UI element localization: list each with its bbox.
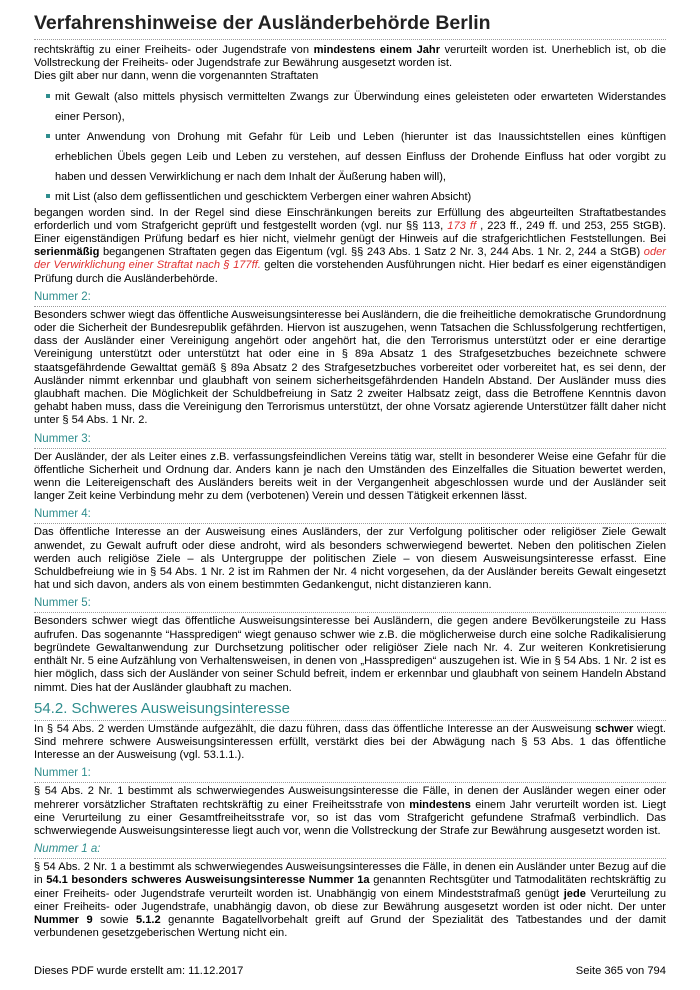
page-title: Verfahrenshinweise der Ausländerbehörde Berlin (34, 10, 666, 40)
list-item: mit Gewalt (also mittels physisch vermittelten Zwangs zur Überwindung eines geleisteten oder erwarteten Widerstandes einer Person), (46, 87, 666, 127)
list-item: unter Anwendung von Drohung mit Gefahr für Leib und Leben (hierunter ist das Inaussichtstellen eines künftigen erheblichen Übels gegen Leib und Leben zu verstehen, auf dessen Einfluss der Drohende Einfluss hat oder vorgibt zu haben und dessen Verwirklichung er nach dem Inhalt der Äußerung haben will), (46, 127, 666, 187)
heading-nummer-2: Nummer 2: (34, 290, 666, 307)
intro-paragraph: rechtskräftig zu einer Freiheits- oder Jugendstrafe von mindestens einem Jahr verurteilt worden ist. Unerheblich ist, ob die Vollstreckung der Freiheits- oder Jugendstrafe zur Bewährung ausgesetzt worden ist. (34, 44, 666, 70)
list-item: mit List (also dem geflissentlichen und geschicktem Verbergen einer wahren Absicht) (46, 187, 666, 207)
text-nummer-5: Besonders schwer wiegt das öffentliche Ausweisungsinteresse bei Ausländern, die gegen andere Bevölkerungsteile zu Hass aufrufen. Das sogenannte “Hasspredigen“ wiegt genauso schwer wie z.B. die möglicherweise durch eine solche Radikalisierung begründete Gewaltanwendung zur Durchsetzung politischer oder religiöser Ziele nach Nr. 4. Zur weiteren Konkretisierung enthält Nr. 5 eine Aufzählung von Verhaltensweisen, in denen von „Hasspredigen“ auszugehen ist. Wie in § 54 Abs. 1 Nr. 2 ist es hier möglich, dass sich der Ausländer von seiner Schuld befreit, indem er erkennbar und glaubhaft von seinem Handeln Abstand nimmt. Dies hat der Ausländer glaubhaft zu machen. (34, 615, 666, 694)
page-footer (34, 965, 666, 977)
intro-condition: Dies gilt aber nur dann, wenn die vorgenannten Straftaten (34, 70, 319, 83)
heading-nummer-4: Nummer 4: (34, 507, 666, 524)
heading-nummer-3: Nummer 3: (34, 432, 666, 449)
heading-54-2-nummer-1a: Nummer 1 a: (34, 842, 666, 859)
heading-nummer-5: Nummer 5: (34, 596, 666, 613)
amendment-note: oder der Verwirklichung einer Straftat nach § 177ff. (34, 246, 666, 272)
heading-54-2-nummer-1: Nummer 1: (34, 766, 666, 783)
text-54-2-nummer-1: § 54 Abs. 2 Nr. 1 bestimmt als schwerwiegendes Ausweisungsinteresse die Fälle, in denen der Ausländer wegen einer oder mehrerer vorsätzlicher Straftaten rechtskräftig zu einer Freiheitsstrafe von mindestens einem Jahr verurteilt worden ist. Liegt eine Verurteilung zu einer Gesamtfreiheitsstrafe vor, so ist das vom Strafgericht gefundene Strafmaß verbindlich. Das schwerwiegende Ausweisungsinteresse liegt auch vor, wenn die Vollstreckung der Strafe zur Bewährung ausgesetzt worden ist. (34, 785, 666, 837)
bullet-list (34, 87, 666, 207)
text-54-2-nummer-1a: § 54 Abs. 2 Nr. 1 a bestimmt als schwerwiegendes Ausweisungsinteresses die Fälle, in denen ein Ausländer unter Bezug auf die in 54.1 besonders schweres Ausweisungsinteresse Nummer 1a genannten Rechtsgüter und Tatmodalitäten rechtskräftig zu einer Freiheits- oder Jugendstrafe verurteilt worden ist. Unabhängig von einem Mindeststrafmaß genügt jede Verurteilung zu einer Freiheits- oder Jugendstrafe, unabhängig davon, ob diese zur Bewährung ausgesetzt worden ist oder nicht. Der unter Nummer 9 sowie 5.1.2 genannte Bagatellvorbehalt greift auf Grund der Spezialität des Tatbestandes und der damit verbundenen gesetzgeberischen Wertung nicht ein. (34, 861, 666, 940)
created-date: Dieses PDF wurde erstellt am: 11.12.2017 (34, 965, 244, 977)
text-nummer-4: Das öffentliche Interesse an der Ausweisung eines Ausländers, der zur Verfolgung politischer oder religiöser Ziele Gewalt anwendet, zu Gewalt aufruft oder diese androht, wird als besonders schwerwiegend bewertet. Neben den politischen Zielen werden auch religiöse Ziele – als Untergruppe der politischen Ziele – von diesem Ausweisungsinteresse erfasst. Eine Schuldbefreiung wie in § 54 Abs. 1 Nr. 2 ist im Rahmen der Nr. 4 nicht vorgesehen, da der Ausländer bereits Gewalt eingesetzt hat und sich davon, anders als von einem bestimmten Gedankengut, nicht distanzieren kann. (34, 526, 666, 592)
section-heading-54-2: 54.2. Schweres Ausweisungsinteresse (34, 700, 666, 721)
text-nummer-3: Der Ausländer, der als Leiter eines z.B. verfassungsfeindlichen Vereins tätig war, stellt in besonderer Weise eine Gefahr für die öffentliche Sicherheit und Ordnung dar. Anders kann je nach den Umständen des Einzelfalles die Situation bewertet werden, wenn die Leitereigenschaft des Ausländers bereits weit in der Vergangenheit abgeschlossen wurde und der Ausländer seit langer Zeit keine Verbindung mehr zu dem (verbotenen) Verein und dessen Tätigkeit erkennen lässt. (34, 450, 666, 503)
page-number: Seite 365 von 794 (575, 965, 666, 977)
text-nummer-2: Besonders schwer wiegt das öffentliche Ausweisungsinteresse bei Ausländern, die die freiheitliche demokratische Grundordnung oder die Sicherheit der Bundesrepublik gefährden. Hiervon ist auszugehen, wenn Tatsachen die Schlussfolgerung rechtfertigen, dass der Ausländer einer Vereinigung angehört oder angehört hat, die den Terrorismus unterstützt oder er eine derartige Vereinigung unterstützt oder unterstützt hat oder eine in § 89a Absatz 1 des Strafgesetzbuches bezeichnete schwere staatsgefährdende Gewalttat gemäß § 89a Absatz 2 des Strafgesetzbuches vorbereitet oder vorbereitet hat, es sei denn, der Ausländer nimmt erkennbar und glaubhaft von seinem sicherheitsgefährdenden Handeln Abstand. Der Ausländer muss dies glaubhaft machen. Die Möglichkeit der Schuldbefreiung in Satz 2 zweiter Halbsatz zeigt, dass die Betroffene Kenntnis davon gehabt haben muss, dass die Vereinigung den Terrorismus unterstützt, der ohne Vorsatz agierende Unterstützer fällt daher nicht unter § 54 Abs. 1 Nr. 2. (34, 308, 666, 427)
link-173ff[interactable]: 173 ff (447, 219, 477, 232)
after-bullets-paragraph: begangen worden sind. In der Regel sind diese Einschränkungen bereits zur Erfüllung des abgeurteilten Straftatbestandes erforderlich und vom Strafgericht geprüft und festgestellt worden (vgl. nur §§ 113, 173 ff , 223 ff., 249 ff. und 253, 255 StGB). Einer eigenständigen Prüfung bedarf es hier nicht, vielmehr genügt der Hinweis auf die strafgerichtlichen Feststellungen. Bei serienmäßig begangenen Straftaten gegen das Eigentum (vgl. §§ 243 Abs. 1 Satz 2 Nr. 3, 244 Abs. 1 Nr. 2, 244 a StGB) oder der Verwirklichung einer Straftat nach § 177ff. gelten die vorstehenden Ausführungen nicht. Hier bedarf es einer eigenständigen Prüfung durch die Ausländerbehörde. (34, 206, 666, 285)
page (34, 10, 666, 940)
section-54-2-text: In § 54 Abs. 2 werden Umstände aufgezählt, die dazu führen, dass das öffentliche Interesse an der Ausweisung schwer wiegt. Sind mehrere schwere Ausweisungsinteressen erfüllt, verstärkt dies bei der Abwägung nach § 53 Abs. 1 das öffentliche Interesse an der Ausweisung (vgl. 53.1.1.). (34, 722, 666, 762)
